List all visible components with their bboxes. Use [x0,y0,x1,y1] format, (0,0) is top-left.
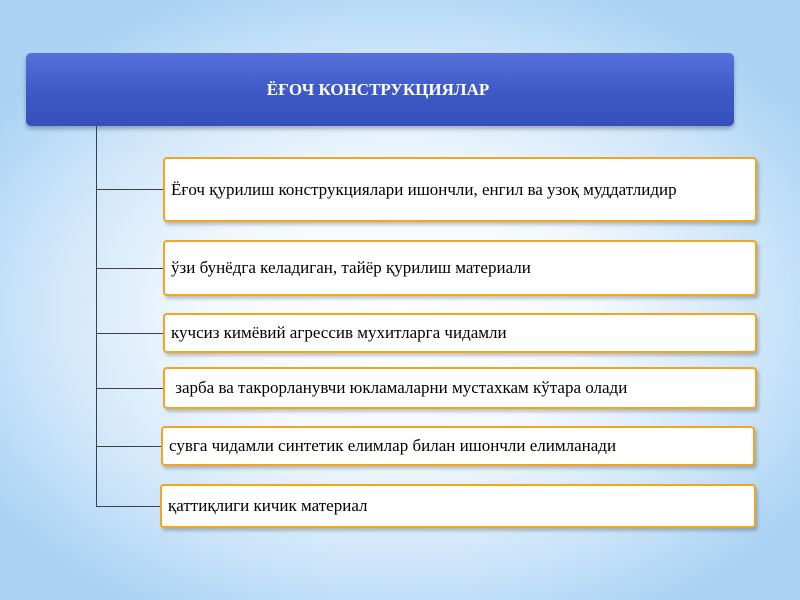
item-text-1: Ёғоч қурилиш конструкциялари ишончли, енгил ва узоқ муддатлидир [171,179,677,199]
item-text-3: кучсиз кимёвий агрессив мухитларга чидамли [171,323,507,342]
diagram-title-box [26,53,734,126]
branch-line-3 [96,333,164,334]
item-text-5: сувга чидамли синтетик елимлар билан ишончли елимланади [169,436,617,455]
item-text-6: қаттиқлиги кичик материал [168,496,368,515]
item-box-1 [163,157,757,222]
branch-line-2 [96,268,164,269]
tree-trunk-line [96,126,97,507]
item-box-5 [161,426,755,466]
branch-line-1 [96,189,164,190]
item-text-4: зарба ва такрорланувчи юкламаларни мустахкам кўтара олади [171,378,628,397]
item-text-2: ўзи бунёдга келадиган, тайёр қурилиш материали [171,258,531,277]
item-box-6 [160,484,756,528]
branch-line-6 [96,506,161,507]
branch-line-5 [96,446,162,447]
branch-line-4 [96,388,164,389]
item-box-2 [163,240,757,296]
item-box-4 [163,367,757,409]
diagram-title: ЁҒОЧ КОНСТРУКЦИЯЛАР [266,79,490,99]
item-box-3 [163,313,757,353]
